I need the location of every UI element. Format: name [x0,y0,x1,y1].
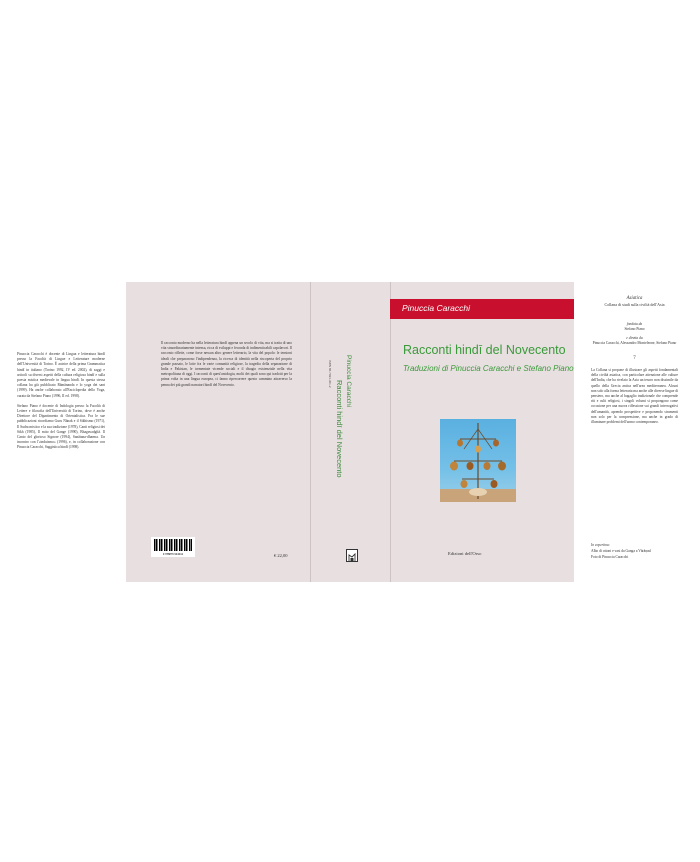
spine-right-edge [390,282,391,582]
cover-photo [440,419,516,502]
series-name: Asiatica [626,296,643,301]
author-bio-piano: Stefano Piano è docente di Indologia presso la Facoltà di Lettere e filosofia dell'Università di Torino, dove è anche Direttore del Dipartimento di Orientalistica. Fra le sue pubblicazioni ricordiamo Guru Nānak e il Sikhismo (1971), Il Sudra mistico e la sua tradizione (1978), Canti religiosi dei Sikh (1985), Il mito del Gange (1990), Bhagavadgītā. Il Canto del glorioso Signore (1994), Sanātana-dharma. Un incontro con l'«induismo» (1996), e, in collaborazione con Pinuccia Caracchi, Saggistica hindī (1998). [17,403,105,450]
author-bio-caracchi: Pinuccia Caracchi è docente di Lingua e letteratura hindī presso la Facoltà di Lingue e Letterature moderne dell'Università di Torino. È autrice della prima Grammatica hindī in italiano (Torino 1992, IV ed. 2002), di saggi e articoli su diversi aspetti della cultura religiosa hindī e sulla poesia mistica medievale in lingua hindī. In questa stessa collana ha già pubblicato Rāmānanda e lo yoga dei sant (1999). Ha anche collaborato all'Enciclopedia dello Yoga, curata da Stefano Piano (1996, II ed. 1998). [17,352,105,398]
directors: Pinuccia Caracchi, Alessandro Monteleone, Stefano Piano [592,341,677,345]
barcode-lines-icon [154,539,192,551]
spine-author: Pinuccia Caracchi [345,355,352,408]
founder: Stefano Piano [624,327,645,331]
front-subtitle: Traduzioni di Pinuccia Caracchi e Stefano Piano [403,364,574,373]
brass-pots-image-icon [440,419,516,502]
directed-label: e diretta da [626,336,643,340]
barcode-number: 9 788876 943012 [162,553,184,556]
front-author-bar [390,299,574,319]
front-title: Racconti hindī del Novecento [403,343,566,357]
volume-number: 7 [633,356,636,361]
front-author: Pinuccia Caracchi [402,303,471,313]
front-publisher: Edizioni dell'Orso [448,551,482,556]
back-cover-blurb: Il racconto moderno ha nella letteratura hindī appena un secolo di vita, ma si tratta di uno vita straordinariamente intensa, ricca di sviluppi e feconda di indimenticabili capolavori. Il racconto riflette, come forse nessun altro genere letterario, la vita del popolo: le tensioni ideali che prepararono l'indipendenza, la ricerca di identità nella riscoperta del proprio grande passato, le lotte fra le varie comunità religiose, la tragedia della separazione di India e Pakistan, le tormentate vicende sociali e il disagio esistenziale nella vita metropolitana di oggi. I racconti di quest'antologia, molti dei quali sono qui tradotti per la prima volta in una lingua europea, ci fanno ripercorrere questo cammino attraverso la penna dei più grandi narratori hindī del Novecento. [161,341,292,387]
series-description: La Collana si propone di illustrare gli aspetti fondamentali della civiltà asiatica, con particolare attenzione alle culture dell'India, che ha rivelato la Asia un tesoro non dissimile da quello della Grecia antica nell'area mediterranea. Alcuni non solo alla forma letteraria ma anche alle diverse lingue di pensiero, ma anche al bagaglio tradizionale che comprende riti e culti religiosi, i singoli volumi si propongono come occasione per una nuova riflessione sui grandi interrogativi dell'umanità, aprendo prospettive e proponendo strumenti non solo per la comprensione, ma anche in grado di illuminare problemi dell'uomo contemporaneo. [591,368,679,425]
left-flap [17,352,105,456]
spine-isbn: ISBN 88-7694-301-2 [328,360,332,388]
photo-credit: Foto di Pinuccia Caracchi [591,555,629,559]
barcode [151,537,195,557]
cover-caption: Albo di ottoni e vasi da Ganga a Vārāṇasī [591,549,652,553]
spine-left-edge [310,282,311,582]
spine-title: Racconti hindī del Novecento [335,380,344,478]
price: € 22,00 [274,553,288,558]
series-subtitle: Collana di studi sulla civiltà dell'Asia [604,302,665,307]
publisher-logo-icon [346,549,358,562]
founded-label: fondata da [626,322,643,326]
cover-label: In copertina: [591,543,610,547]
